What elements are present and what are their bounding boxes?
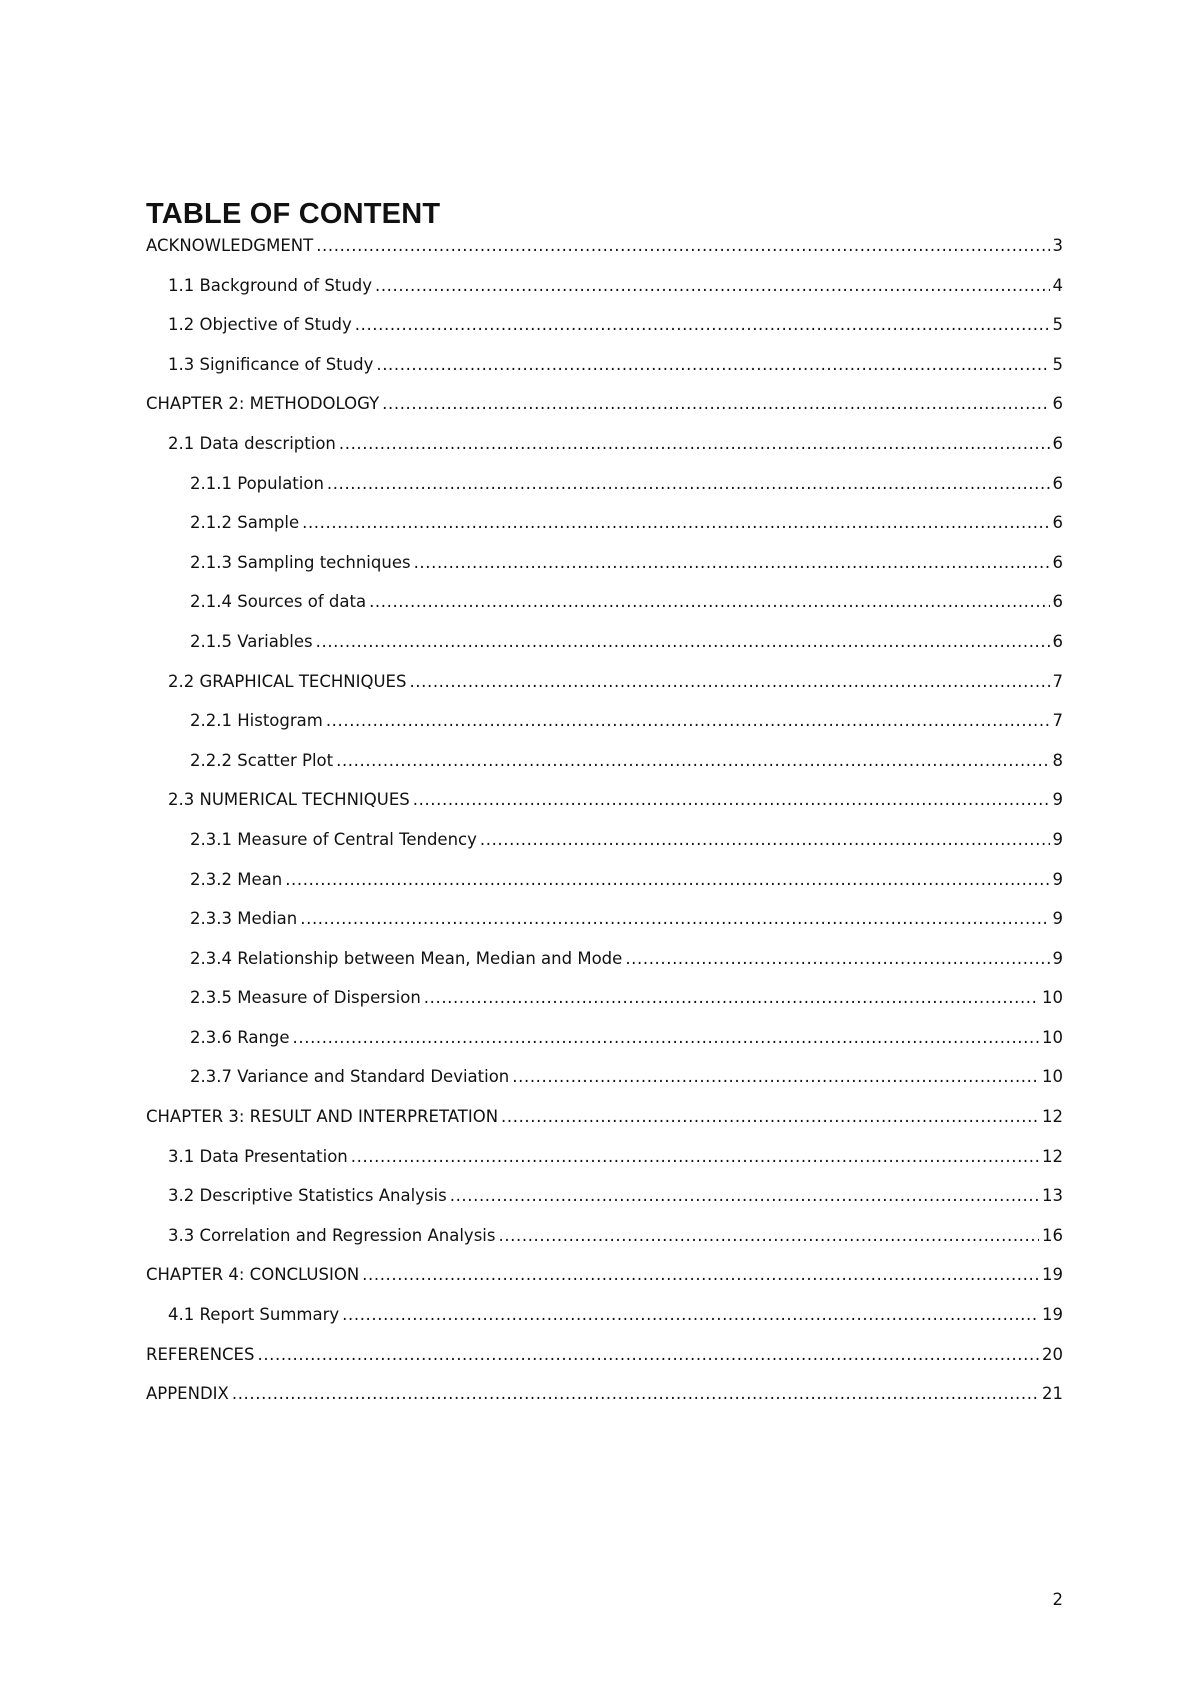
toc-entry-page-number: 6: [1052, 631, 1063, 651]
dot-leader: [342, 1303, 1039, 1327]
toc-entry-page-number: 9: [1052, 909, 1063, 929]
toc-entry-label: CHAPTER 4: CONCLUSION: [146, 1265, 360, 1285]
toc-entry-page-number: 6: [1052, 473, 1063, 493]
toc-entry-label: 2.2.2 Scatter Plot: [190, 750, 334, 770]
dot-leader: [501, 1105, 1039, 1129]
toc-entry-label: 2.2.1 Histogram: [190, 711, 323, 731]
toc-entry[interactable]: [0, 353, 1200, 393]
toc-entry-page-number: 19: [1042, 1305, 1063, 1325]
toc-entry[interactable]: [0, 986, 1200, 1026]
toc-entry-label: 3.2 Descriptive Statistics Analysis: [168, 1186, 447, 1206]
dot-leader: [376, 353, 1049, 377]
toc-entry[interactable]: [0, 788, 1200, 828]
dot-leader: [336, 749, 1049, 773]
toc-entry[interactable]: [0, 868, 1200, 908]
dot-leader: [351, 1145, 1039, 1169]
toc-entry[interactable]: [0, 1303, 1200, 1343]
dot-leader: [327, 472, 1050, 496]
toc-entry[interactable]: [0, 749, 1200, 789]
toc-entry[interactable]: [0, 313, 1200, 353]
toc-entry-label: 4.1 Report Summary: [168, 1305, 340, 1325]
toc-entry-page-number: 10: [1042, 1067, 1063, 1087]
toc-entry[interactable]: [0, 1026, 1200, 1066]
toc-entry[interactable]: [0, 274, 1200, 314]
toc-entry-page-number: 16: [1042, 1225, 1063, 1245]
toc-entry-page-number: 12: [1042, 1146, 1063, 1166]
toc-entry-label: 3.1 Data Presentation: [168, 1146, 348, 1166]
dot-leader: [316, 630, 1050, 654]
dot-leader: [232, 1382, 1039, 1406]
dot-leader: [326, 709, 1050, 733]
toc-entry-page-number: 8: [1052, 750, 1063, 770]
toc-entry[interactable]: [0, 947, 1200, 987]
dot-leader: [285, 868, 1049, 892]
dot-leader: [498, 1224, 1039, 1248]
toc-entry-label: CHAPTER 3: RESULT AND INTERPRETATION: [146, 1107, 499, 1127]
toc-entry-label: APPENDIX: [146, 1384, 229, 1404]
toc-entry-page-number: 6: [1052, 513, 1063, 533]
toc-entry[interactable]: [0, 1263, 1200, 1303]
toc-entry-label: 1.1 Background of Study: [168, 275, 372, 295]
toc-entry[interactable]: [0, 392, 1200, 432]
toc-entry-page-number: 9: [1052, 829, 1063, 849]
toc-entry-page-number: 20: [1042, 1344, 1063, 1364]
toc-entry-label: 2.3.3 Median: [190, 909, 298, 929]
toc-entry-page-number: 4: [1052, 275, 1063, 295]
toc-entry-label: 2.1.1 Population: [190, 473, 324, 493]
toc-entry-label: ACKNOWLEDGMENT: [146, 236, 314, 255]
toc-entry-page-number: 21: [1042, 1384, 1063, 1404]
toc-entry[interactable]: [0, 630, 1200, 670]
toc-entry-label: 2.1 Data description: [168, 433, 336, 453]
dot-leader: [424, 986, 1039, 1010]
dot-leader: [512, 1065, 1039, 1089]
toc-entry-label: 1.2 Objective of Study: [168, 315, 352, 335]
toc-entry-page-number: 5: [1052, 354, 1063, 374]
toc-entry-label: REFERENCES: [146, 1344, 255, 1364]
toc-entry-page-number: 12: [1042, 1107, 1063, 1127]
dot-leader: [293, 1026, 1039, 1050]
toc-entry-page-number: 7: [1052, 711, 1063, 731]
toc-entry-page-number: 9: [1052, 869, 1063, 889]
dot-leader: [409, 670, 1049, 694]
toc-entry-label: 2.1.2 Sample: [190, 513, 300, 533]
dot-leader: [300, 907, 1049, 931]
table-of-contents: [0, 234, 1200, 1422]
dot-leader: [355, 313, 1050, 337]
toc-entry[interactable]: [0, 1343, 1200, 1383]
toc-entry-page-number: 19: [1042, 1265, 1063, 1285]
toc-entry-label: 2.3.2 Mean: [190, 869, 283, 889]
page-number: 2: [1052, 1590, 1063, 1609]
toc-entry-page-number: 6: [1052, 433, 1063, 453]
toc-entry[interactable]: [0, 709, 1200, 749]
toc-entry-page-number: 10: [1042, 988, 1063, 1008]
toc-entry-page-number: 9: [1052, 790, 1063, 810]
dot-leader: [316, 234, 1049, 258]
dot-leader: [480, 828, 1050, 852]
toc-entry-label: 1.3 Significance of Study: [168, 354, 374, 374]
toc-entry[interactable]: [0, 1145, 1200, 1185]
dot-leader: [414, 551, 1050, 575]
dot-leader: [362, 1263, 1039, 1287]
toc-entry[interactable]: [0, 828, 1200, 868]
dot-leader: [302, 511, 1049, 535]
toc-entry[interactable]: [0, 1382, 1200, 1422]
toc-entry-page-number: 6: [1052, 552, 1063, 572]
toc-entry-page-number: 13: [1042, 1186, 1063, 1206]
toc-entry-page-number: 9: [1052, 948, 1063, 968]
toc-entry-page-number: 10: [1042, 1027, 1063, 1047]
dot-leader: [375, 274, 1050, 298]
toc-entry[interactable]: [0, 432, 1200, 472]
toc-entry-label: 2.3 NUMERICAL TECHNIQUES: [168, 790, 410, 810]
toc-entry-page-number: 6: [1052, 592, 1063, 612]
dot-leader: [450, 1184, 1039, 1208]
toc-entry[interactable]: [0, 551, 1200, 591]
toc-entry[interactable]: [0, 1224, 1200, 1264]
page-title: TABLE OF CONTENT: [146, 198, 441, 230]
toc-entry-label: 2.1.5 Variables: [190, 631, 313, 651]
toc-entry[interactable]: [0, 670, 1200, 710]
dot-leader: [369, 590, 1049, 614]
toc-entry[interactable]: [0, 907, 1200, 947]
toc-entry-label: 2.3.5 Measure of Dispersion: [190, 988, 421, 1008]
dot-leader: [625, 947, 1049, 971]
toc-entry-page-number: 6: [1052, 394, 1063, 414]
toc-entry-label: 2.3.7 Variance and Standard Deviation: [190, 1067, 510, 1087]
toc-entry-label: 2.1.4 Sources of data: [190, 592, 367, 612]
toc-entry-label: 2.1.3 Sampling techniques: [190, 552, 411, 572]
toc-entry-page-number: 3: [1052, 236, 1063, 255]
dot-leader: [413, 788, 1050, 812]
toc-entry-label: CHAPTER 2: METHODOLOGY: [146, 394, 380, 414]
toc-entry-label: 3.3 Correlation and Regression Analysis: [168, 1225, 496, 1245]
toc-entry-page-number: 5: [1052, 315, 1063, 335]
toc-entry[interactable]: [0, 1065, 1200, 1105]
toc-entry[interactable]: [0, 1105, 1200, 1145]
dot-leader: [382, 392, 1049, 416]
toc-entry[interactable]: [0, 590, 1200, 630]
toc-entry-label: 2.3.4 Relationship between Mean, Median and Mode: [190, 948, 623, 968]
toc-entry-page-number: 7: [1052, 671, 1063, 691]
toc-entry-label: 2.2 GRAPHICAL TECHNIQUES: [168, 671, 407, 691]
toc-entry[interactable]: [0, 472, 1200, 512]
dot-leader: [257, 1343, 1039, 1367]
toc-entry-label: 2.3.1 Measure of Central Tendency: [190, 829, 477, 849]
toc-entry[interactable]: [0, 234, 1200, 274]
toc-entry[interactable]: [0, 511, 1200, 551]
toc-entry[interactable]: [0, 1184, 1200, 1224]
dot-leader: [339, 432, 1050, 456]
toc-entry-label: 2.3.6 Range: [190, 1027, 290, 1047]
